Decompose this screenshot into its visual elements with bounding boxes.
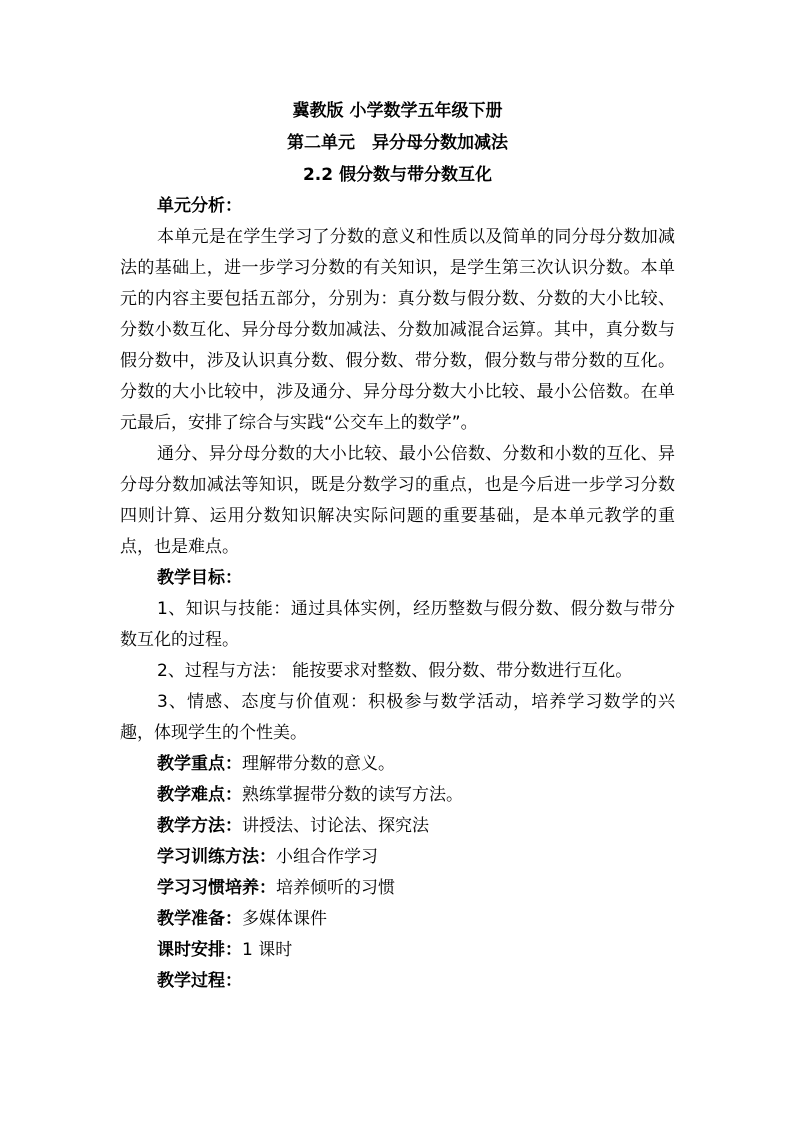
process-row bbox=[120, 966, 675, 997]
document-title-lesson: 2.2 假分数与带分数互化 bbox=[302, 165, 493, 185]
training-value: 小组合作学习 bbox=[276, 847, 378, 867]
document-page bbox=[120, 95, 675, 997]
difficulty-value: 熟练掌握带分数的读写方法。 bbox=[242, 785, 463, 805]
teaching-goals-heading: 教学目标： bbox=[157, 568, 242, 588]
key-point-label: 教学重点： bbox=[157, 754, 242, 774]
document-title-textbook: 冀教版 小学数学五年级下册 bbox=[292, 101, 503, 121]
habit-row bbox=[120, 873, 675, 904]
teaching-goal-3: 3、情感、态度与价值观：积极参与数学活动，培养学习数学的兴趣，体现学生的个性美。 bbox=[120, 692, 675, 743]
key-point-value: 理解带分数的意义。 bbox=[242, 754, 395, 774]
difficulty-label: 教学难点： bbox=[157, 785, 242, 805]
schedule-label: 课时安排： bbox=[157, 940, 242, 960]
prep-row bbox=[120, 904, 675, 935]
habit-value: 培养倾听的习惯 bbox=[276, 878, 395, 898]
difficulty-row bbox=[120, 780, 675, 811]
method-row bbox=[120, 811, 675, 842]
document-title-unit: 第二单元 异分母分数加减法 bbox=[287, 133, 508, 153]
schedule-row bbox=[120, 935, 675, 966]
key-point-row bbox=[120, 749, 675, 780]
process-label: 教学过程： bbox=[157, 971, 242, 991]
unit-analysis-heading: 单元分析： bbox=[157, 196, 242, 216]
method-value: 讲授法、讨论法、探究法 bbox=[242, 816, 429, 836]
schedule-value: 1 课时 bbox=[242, 940, 293, 960]
teaching-goal-1: 1、知识与技能：通过具体实例，经历整数与假分数、假分数与带分数互化的过程。 bbox=[120, 599, 675, 650]
method-label: 教学方法： bbox=[157, 816, 242, 836]
unit-analysis-paragraph-1: 本单元是在学生学习了分数的意义和性质以及简单的同分母分数加减法的基础上，进一步学习分数的有关知识，是学生第三次认识分数。本单元的内容主要包括五部分，分别为：真分数与假分数、分数的大小比较、分数小数互化、异分母分数加减法、分数加减混合运算。其中，真分数与假分数中，涉及认识真分数、假分数、带分数，假分数与带分数的互化。分数的大小比较中，涉及通分、异分母分数大小比较、最小公倍数。在单元最后，安排了综合与实践“公交车上的数学”。 bbox=[120, 227, 675, 433]
prep-label: 教学准备： bbox=[157, 909, 242, 929]
training-label: 学习训练方法： bbox=[157, 847, 276, 867]
teaching-goal-2: 2、过程与方法： 能按要求对整数、假分数、带分数进行互化。 bbox=[157, 661, 633, 681]
training-row bbox=[120, 842, 675, 873]
prep-value: 多媒体课件 bbox=[242, 909, 327, 929]
habit-label: 学习习惯培养： bbox=[157, 878, 276, 898]
unit-analysis-paragraph-2: 通分、异分母分数的大小比较、最小公倍数、分数和小数的互化、异分母分数加减法等知识，既是分数学习的重点，也是今后进一步学习分数四则计算、运用分数知识解决实际问题的重要基础，是本单元教学的重点，也是难点。 bbox=[120, 444, 675, 557]
